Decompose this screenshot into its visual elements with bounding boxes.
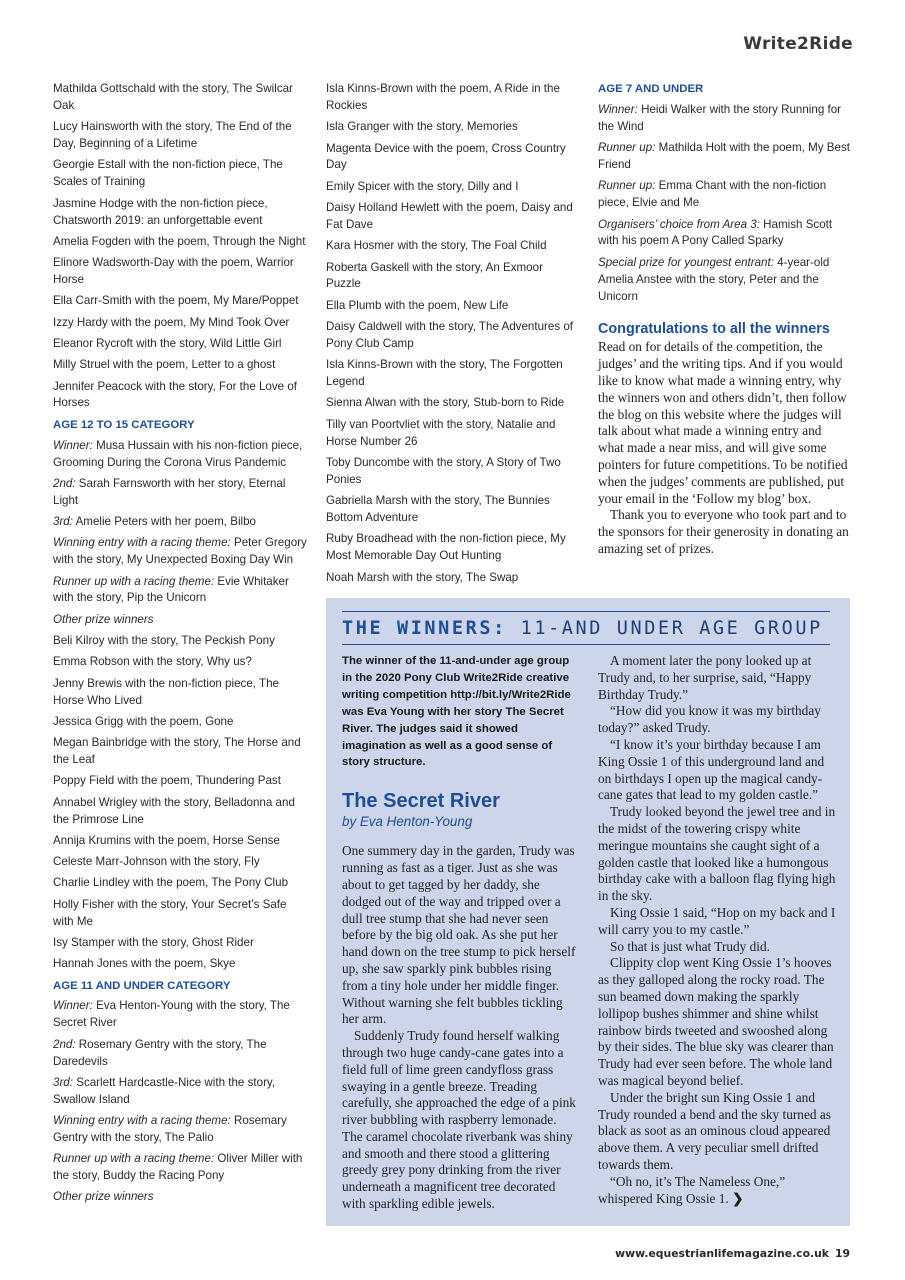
box-title: THE WINNERS: 11-AND UNDER AGE GROUP xyxy=(342,618,823,639)
story-title: The Secret River xyxy=(342,790,500,813)
paragraph: Read on for details of the competition, the judges’ and the writing tips. And if you would like to know what made a winning entry, why the winners won and others didn’t, then follow the blog on this website where the judges will talk about what made a winning entry and what made a near miss, and will give some pointers for future competitions. To be notified when the judges’ comments are published, put your email in the ‘Follow my blog’ box. xyxy=(598,339,848,506)
award-entry: Special prize for youngest entrant: 4-year-old Amelia Anstee with the story, Peter and the Unicorn xyxy=(598,255,830,303)
list-item: Gabriella Marsh with the story, The Bunnies Bottom Adventure xyxy=(326,494,550,525)
list-item: Lucy Hainsworth with the story, The End of the Day, Beginning of a Lifetime xyxy=(53,120,292,151)
paragraph: Under the bright sun King Ossie 1 and Trudy rounded a bend and the sky turned as black as soot as an ominous cloud appeared above them. A very peculiar smell drifted towards them. xyxy=(598,1089,831,1172)
award-entry: Other prize winners xyxy=(53,1190,154,1204)
list-item: Ella Carr-Smith with the poem, My Mare/Poppet xyxy=(53,294,299,308)
list-item: Roberta Gaskell with the story, An Exmoor Puzzle xyxy=(326,260,543,291)
list-item: Isla Kinns-Brown with the poem, A Ride in the Rockies xyxy=(326,82,560,112)
section-tag: Write2Ride xyxy=(743,34,853,54)
list-item: Jennifer Peacock with the story, For the Love of Horses xyxy=(53,379,298,410)
category-heading-7-under: AGE 7 AND UNDER xyxy=(598,83,704,95)
award-entry: Runner up with a racing theme: Evie Whitaker with the story, Pip the Unicorn xyxy=(53,574,289,605)
divider xyxy=(342,611,830,612)
award-entry: Winning entry with a racing theme: Peter Gregory with the story, My Unexpected Boxing Day Win xyxy=(53,536,307,567)
list-item: Toby Duncombe with the story, A Story of Two Ponies xyxy=(326,455,561,486)
award-entry: 2nd: Sarah Farnsworth with her story, Eternal Light xyxy=(53,476,286,507)
paragraph: King Ossie 1 said, “Hop on my back and I will carry you to my castle.” xyxy=(598,904,836,937)
story-body-right xyxy=(598,653,838,1207)
category-heading-12-15: AGE 12 TO 15 CATEGORY xyxy=(53,418,195,431)
winners-list-column-3 xyxy=(598,81,850,558)
award-entry: Winning entry with a racing theme: Rosemary Gentry with the story, The Palio xyxy=(53,1114,287,1144)
list-item: Holly Fisher with the story, Your Secret’s Safe with Me xyxy=(53,897,287,928)
award-entry: Runner up: Mathilda Holt with the poem, My Best Friend xyxy=(598,141,850,172)
list-item: Eleanor Rycroft with the story, Wild Little Girl xyxy=(53,336,282,350)
paragraph: So that is just what Trudy did. xyxy=(610,938,770,954)
story-body-left xyxy=(342,843,578,1213)
intro-text: The winner of the 11-and-under age group in the 2020 Pony Club Write2Ride creative writing competition http://bit.ly/Write2Ride was Eva Young with her story The Secret River. The judges said it showed imagination as well as a good sense of story structure. xyxy=(342,655,571,769)
continue-arrow-icon: ❯ xyxy=(732,1190,744,1206)
list-item: Isla Kinns-Brown with the story, The Forgotten Legend xyxy=(326,358,563,389)
paragraph: “Oh no, it’s The Nameless One,” whispered King Ossie 1. ❯ xyxy=(598,1173,786,1206)
paragraph: Trudy looked beyond the jewel tree and in the midst of the towering crispy white meringue mountains she caught sight of a golden castle that looked like a humongous birthday cake with a balloon flag flying high in the sky. xyxy=(598,804,836,904)
award-entry: 2nd: Rosemary Gentry with the story, The Daredevils xyxy=(53,1037,267,1068)
paragraph: Clippity clop went King Ossie 1’s hooves as they galloped along the rocky road. The sun beamed down making the sparkly lollipop bushes shimmer and shine whilst rainbow birds tweeted and swooshed along by their sides. The blue sky was clearer than Trudy had ever seen before. The whole land was magical beyond belief. xyxy=(598,955,834,1088)
list-item: Magenta Device with the poem, Cross Country Day xyxy=(326,141,566,172)
divider xyxy=(342,644,830,645)
award-entry: 3rd: Scarlett Hardcastle-Nice with the story, Swallow Island xyxy=(53,1075,276,1106)
award-entry: Winner: Musa Hussain with his non-fiction piece, Grooming During the Corona Virus Pandemic xyxy=(53,438,303,469)
list-item: Megan Bainbridge with the story, The Horse and the Leaf xyxy=(53,736,301,767)
list-item: Daisy Holland Hewlett with the poem, Daisy and Fat Dave xyxy=(326,201,573,231)
list-item: Beli Kilroy with the story, The Peckish Pony xyxy=(53,634,275,648)
list-item: Annija Krumins with the poem, Horse Sense xyxy=(53,833,280,847)
paragraph: A moment later the pony looked up at Trudy and, to her surprise, said, “Happy Birthday Trudy.” xyxy=(598,653,812,702)
list-item: Kara Hosmer with the story, The Foal Child xyxy=(326,239,547,253)
entries-list-a xyxy=(53,81,308,412)
list-item: Charlie Lindley with the poem, The Pony Club xyxy=(53,876,289,890)
list-item: Celeste Marr-Johnson with the story, Fly xyxy=(53,855,260,869)
list-item: Georgie Estall with the non-fiction piece, The Scales of Training xyxy=(53,158,283,189)
list-item: Noah Marsh with the story, The Swap xyxy=(326,570,519,584)
list-item: Isy Stamper with the story, Ghost Rider xyxy=(53,935,254,949)
list-item: Ella Plumb with the poem, New Life xyxy=(326,298,509,312)
footer-url: www.equestrianlifemagazine.co.uk xyxy=(615,1247,829,1260)
award-entry: Other prize winners xyxy=(53,612,154,626)
list-item: Daisy Caldwell with the story, The Adventures of Pony Club Camp xyxy=(326,320,574,350)
winners-list-column-1 xyxy=(53,81,308,1211)
congrats-heading: Congratulations to all the winners xyxy=(598,321,830,338)
story-column-left xyxy=(342,653,578,1213)
paragraph: “How did you know it was my birthday today?” asked Trudy. xyxy=(598,703,821,736)
page-number: 19 xyxy=(834,1247,850,1260)
list-item: Ruby Broadhead with the non-fiction piece, My Most Memorable Day Out Hunting xyxy=(326,532,566,563)
list-item: Sienna Alwan with the story, Stub-born to Ride xyxy=(326,396,565,410)
list-item: Mathilda Gottschald with the story, The Swilcar Oak xyxy=(53,82,293,112)
list-item: Jasmine Hodge with the non-fiction piece, Chatsworth 2019: an unforgettable event xyxy=(53,196,268,227)
award-entry: Runner up with a racing theme: Oliver Miller with the story, Buddy the Racing Pony xyxy=(53,1152,303,1183)
list-item: Jessica Grigg with the poem, Gone xyxy=(53,714,234,728)
award-entry: Winner: Heidi Walker with the story Running for the Wind xyxy=(598,102,842,133)
paragraph: Thank you to everyone who took part and to the sponsors for their generosity in donating an amazing set of prizes. xyxy=(598,507,849,556)
list-item: Emma Robson with the story, Why us? xyxy=(53,655,252,669)
list-item: Amelia Fogden with the poem, Through the Night xyxy=(53,234,306,248)
paragraph: One summery day in the garden, Trudy was running as fast as a tiger. Just as she was about to get tagged by her daddy, she dodged out of the way and tripped over a dull tree stump that she had never seen before by the big old oak. As she put her hand down on the tree stump to pick herself up, she saw sparkly pink bubbles rising from a tiny hole under her middle finger. Without warning she felt bubbles tickling her arm. xyxy=(342,843,576,1027)
winners-feature-box xyxy=(326,598,850,1226)
award-entry: Organisers’ choice from Area 3: Hamish Scott with his poem A Pony Called Sparky xyxy=(598,217,833,248)
list-item: Jenny Brewis with the non-fiction piece, The Horse Who Lived xyxy=(53,676,279,707)
list-item: Elinore Wadsworth-Day with the poem, Warrior Horse xyxy=(53,256,294,287)
list-item: Hannah Jones with the poem, Skye xyxy=(53,957,236,971)
list-item: Izzy Hardy with the poem, My Mind Took Over xyxy=(53,315,290,329)
congrats-body xyxy=(598,339,850,557)
page-footer xyxy=(615,1247,850,1260)
category-heading-11-under: AGE 11 AND UNDER CATEGORY xyxy=(53,979,231,992)
list-item: Emily Spicer with the story, Dilly and I xyxy=(326,179,519,193)
paragraph: “I know it’s your birthday because I am King Ossie 1 of this underground land and on birthdays I open up the magical candy-cane gates that lead to my golden castle.” xyxy=(598,736,825,803)
paragraph: Suddenly Trudy found herself walking through two huge candy-cane gates into a field full of lime green candyfloss grass swaying in a gentle breeze. Treading carefully, she approached the edge of a pink river bubbling with raspberry lemonade. The caramel chocolate riverbank was shiny and smooth and there stood a glittering greedy grey pony drinking from the river underneath a magnificent tree decorated with sparkling edible jewels. xyxy=(342,1028,576,1212)
winners-list-column-2 xyxy=(326,81,576,591)
story-column-right xyxy=(598,653,838,1207)
story-byline: by Eva Henton-Young xyxy=(342,814,473,830)
list-item: Tilly van Poortvliet with the story, Natalie and Horse Number 26 xyxy=(326,417,556,448)
list-item: Poppy Field with the poem, Thundering Past xyxy=(53,774,281,788)
list-item: Isla Granger with the story, Memories xyxy=(326,120,518,134)
list-item: Milly Struel with the poem, Letter to a ghost xyxy=(53,358,276,372)
award-entry: 3rd: Amelie Peters with her poem, Bilbo xyxy=(53,515,256,529)
award-entry: Winner: Eva Henton-Young with the story, The Secret River xyxy=(53,999,290,1030)
award-entry: Runner up: Emma Chant with the non-fiction piece, Elvie and Me xyxy=(598,179,827,210)
list-item: Annabel Wrigley with the story, Belladonna and the Primrose Line xyxy=(53,795,295,826)
